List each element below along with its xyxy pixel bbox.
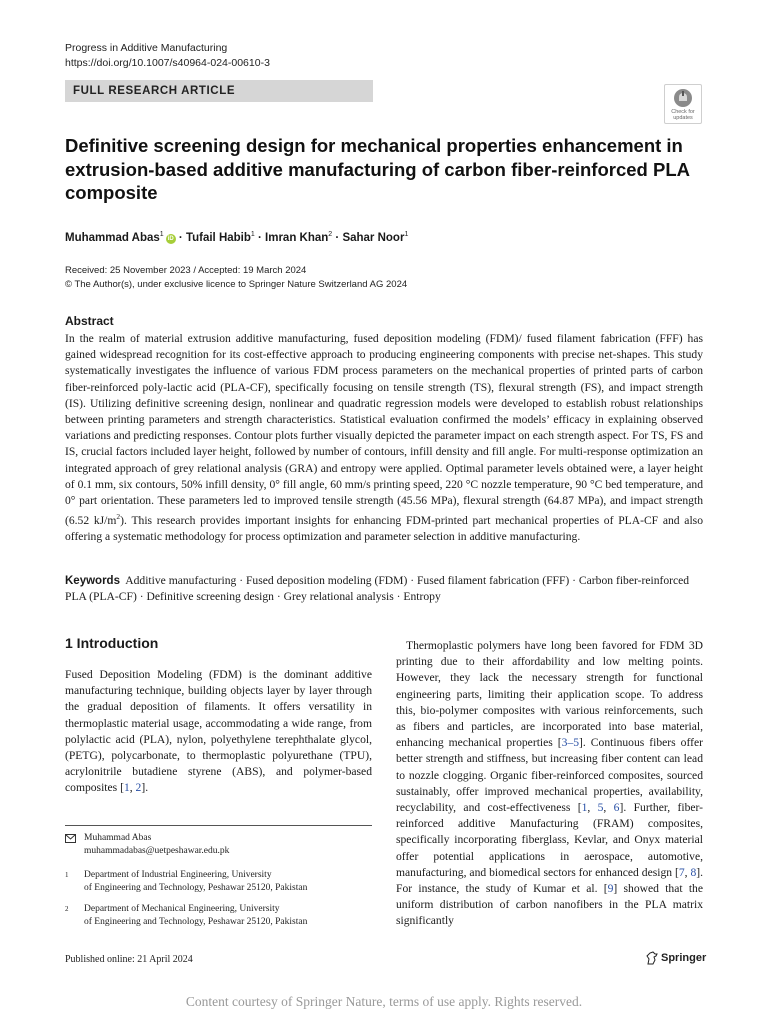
author-name[interactable]: Tufail Habib bbox=[185, 231, 251, 244]
intro-paragraph bbox=[65, 667, 372, 797]
intro-text: , bbox=[587, 801, 598, 815]
author-affiliation: 1 bbox=[404, 231, 409, 238]
intro-text: Thermoplastic polymers have long been favored for FDM 3D printing due to their affordability and low melting points. However, they lack the necessary strength for functional engineering parts, limiting their application scope. To address this, bio-polymer composites with various reinforcements, such as fibers and particles, are incorporated into base material, enhancing mechanical properties [ bbox=[396, 639, 703, 750]
author-list: Muhammad Abas$^1$iD · Tufail Habib$^1$ · Imran Khan$^2$ · Sahar Noor$^1$ bbox=[65, 231, 409, 244]
affiliation-line: Department of Mechanical Engineering, University bbox=[84, 904, 280, 914]
citation-link[interactable]: 1 bbox=[581, 801, 588, 815]
affiliation-mark: 1 bbox=[65, 871, 69, 879]
intro-text: , bbox=[603, 801, 614, 815]
intro-text: ]. Further, fiber-reinforced additive Manufacturing (FRAM) composites, specifically incorporating fiberglass, Kevlar, and Onyx material offer potential applications in aerospace, automotive, manufacturing, and biomedical sectors for enhanced design [ bbox=[396, 801, 704, 879]
affiliation-mark: 2 bbox=[65, 905, 69, 913]
journal-doi[interactable]: https://doi.org/10.1007/s40964-024-00610-3 bbox=[65, 57, 270, 69]
affiliation-line: of Engineering and Technology, Peshawar 25120, Pakistan bbox=[84, 883, 308, 893]
check-updates-line1: Check for bbox=[671, 109, 695, 115]
check-updates-line2: updates bbox=[673, 115, 693, 121]
envelope-icon bbox=[65, 832, 76, 848]
author-name[interactable]: Sahar Noor bbox=[342, 231, 405, 244]
springer-horse-icon bbox=[646, 951, 658, 965]
publisher-logo bbox=[646, 951, 706, 965]
keywords bbox=[65, 573, 703, 605]
abstract-heading: Abstract bbox=[65, 314, 114, 328]
abstract-text bbox=[65, 331, 703, 546]
article-type-banner: FULL RESEARCH ARTICLE bbox=[65, 80, 373, 102]
intro-text: ]. bbox=[141, 781, 149, 795]
intro-left-column bbox=[65, 667, 372, 797]
abstract-body: In the realm of material extrusion additive manufacturing, fused deposition modeling (FDM)/ fused filament fabrication (FFF) has gained widespread recognition for its cost-effective approach to producing engineering components with precise net-shapes. This study systematically investigates the influence of various FDM process parameters on the mechanical properties of printed parts of carbon fiber-reinforced poly-lactic acid (PLA-CF), specifically focusing on tensile strength (TS), flexural strength (FS), and impact strength (IS). Utilizing definitive screening design, nonlinear and quadratic regression models were developed to establish robust relationships between printing parameters and strength characteristics. Statistical evaluation confirmed the models’ efficacy in explaining observed variations and predicting responses. Contour plots further visually depicted the parameter impact on each strength aspect. For TS, FS and IS, crucial factors included layer height, followed by number of contours, infill density and fill angle. For multi-response optimization an integrated approach of grey relational analysis (GRA) and entropy were applied. Optimal parameter levels obtained were, a layer height of 0.1 mm, six contours, 50% infill density, 0° fill angle, 60 mm/s printing speed, 220 °C nozzle temperature, 90 °C bed temperature, and 0° part orientation. These parameters led to improved tensile strength (45.56 MPa), flexural strength (64.87 MPa), and impact strength (6.52 kJ/m bbox=[65, 332, 703, 528]
intro-paragraph bbox=[396, 638, 703, 930]
citation-link[interactable]: 1 bbox=[123, 781, 130, 795]
author-affiliation: 1 bbox=[159, 231, 164, 238]
copyright-line: © The Author(s), under exclusive licence to Springer Nature Switzerland AG 2024 bbox=[65, 279, 408, 290]
courtesy-notice: Content courtesy of Springer Nature, terms of use apply. Rights reserved. bbox=[185, 994, 583, 1009]
abstract-superscript: 2 bbox=[116, 512, 121, 522]
footnote-divider bbox=[65, 825, 372, 826]
intro-right-column bbox=[396, 638, 703, 930]
article-dates bbox=[65, 264, 407, 292]
intro-text: Fused Deposition Modeling (FDM) is the dominant additive manufacturing technique, building objects layer by layer through the gradual deposition of filaments. It offers versatility in thermoplastic material usage, accommodating a wide range, from polylactic acid (PLA), nylon, polyethylene terephthalate glycol, (PETG), polycarbonate, to thermoplastic polyurethane (TPU), acrylonitrile butadiene styrene (ABS), and polymer-based composites [ bbox=[65, 668, 372, 795]
intro-text: , bbox=[684, 865, 691, 879]
check-for-updates-badge[interactable] bbox=[664, 84, 702, 124]
citation-link[interactable]: 8 bbox=[690, 865, 697, 879]
journal-header bbox=[65, 41, 270, 71]
contact-email[interactable]: muhammadabas@uetpeshawar.edu.pk bbox=[84, 846, 230, 856]
intro-text: , bbox=[129, 781, 136, 795]
keywords-label: Keywords bbox=[65, 575, 120, 587]
published-online: Published online: 21 April 2024 bbox=[65, 954, 193, 965]
contact-name: Muhammad Abas bbox=[84, 833, 152, 843]
abstract-body-end: ). This research provides important insights for enhancing FDM-printed part mechanical properties of PLA-CF and also offering a systematic methodology for process optimization and parameter selection in additive manufacturing. bbox=[65, 514, 703, 544]
citation-link[interactable]: 3–5 bbox=[561, 736, 580, 750]
citation-link[interactable]: 6 bbox=[613, 801, 620, 815]
citation-link[interactable]: 7 bbox=[678, 865, 685, 879]
intro-text: ] showed that the uniform distribution of carbon nanofibers in the PLA matrix significantly bbox=[396, 882, 704, 928]
affiliation-line: of Engineering and Technology, Peshawar 25120, Pakistan bbox=[84, 917, 308, 927]
author-affiliation: 2 bbox=[328, 231, 333, 238]
intro-text: ]. For instance, the study of Kumar et al. [ bbox=[396, 865, 704, 896]
affiliation-2 bbox=[65, 903, 372, 931]
affiliation-line: Department of Industrial Engineering, University bbox=[84, 870, 272, 880]
section-heading: 1 Introduction bbox=[65, 635, 159, 651]
citation-link[interactable]: 9 bbox=[607, 882, 614, 896]
publisher-name: Springer bbox=[661, 952, 707, 964]
corresponding-author bbox=[65, 832, 372, 860]
keywords-text: Additive manufacturing · Fused deposition modeling (FDM) · Fused filament fabrication (FFF) · Carbon fiber-reinforced PLA (PLA-CF) · Definitive screening design · Grey relational analysis · Entropy bbox=[65, 574, 690, 604]
citation-link[interactable]: 5 bbox=[597, 801, 604, 815]
author-name[interactable]: Muhammad Abas bbox=[65, 231, 160, 244]
author-name[interactable]: Imran Khan bbox=[265, 231, 329, 244]
journal-name: Progress in Additive Manufacturing bbox=[65, 42, 228, 54]
article-title: Definitive screening design for mechanical properties enhancement in extrusion-based additive manufacturing of carbon fiber-reinforced PLA composite bbox=[65, 135, 690, 203]
intro-text: ]. Continuous fibers offer better strength and stiffness, but increasing fiber content can lead to nozzle clogging. Organic fiber-reinforced composites, sourced sustainably, offer improved mechanical properties, availability, recyclability, and cost-effectiveness [ bbox=[396, 736, 703, 815]
author-affiliation: 1 bbox=[250, 231, 255, 238]
received-accepted: Received: 25 November 2023 / Accepted: 19 March 2024 bbox=[65, 265, 307, 276]
orcid-icon[interactable]: iD bbox=[167, 235, 174, 242]
affiliation-1 bbox=[65, 869, 372, 897]
citation-link[interactable]: 2 bbox=[135, 781, 142, 795]
check-updates-icon bbox=[673, 88, 693, 108]
